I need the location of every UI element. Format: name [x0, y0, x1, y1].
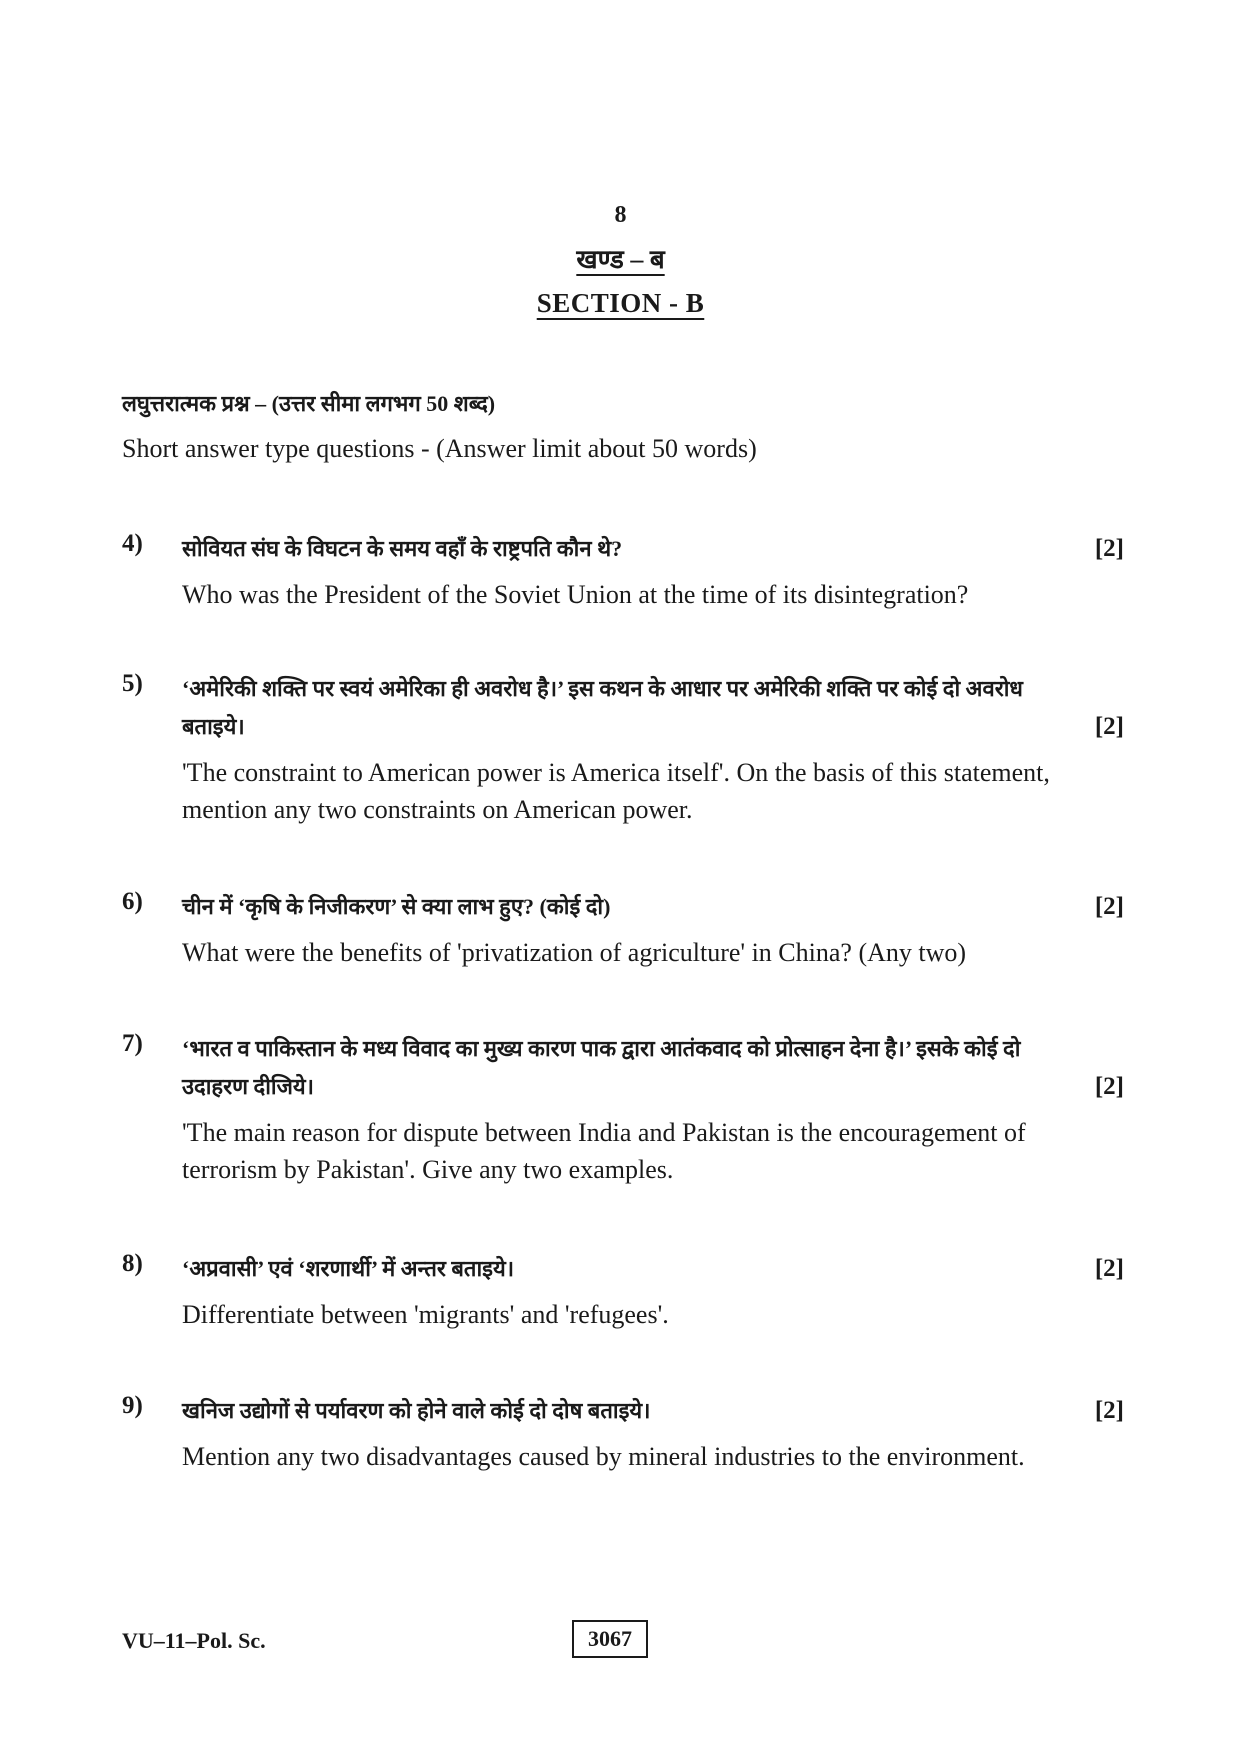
question-text-hindi: ‘अप्रवासी’ एवं ‘शरणार्थी’ में अन्तर बताइये। [2]: [182, 1250, 1124, 1288]
paper-code: VU–11–Pol. Sc.: [122, 1628, 266, 1653]
question-9: [122, 1392, 1124, 1475]
question-text-hindi: सोवियत संघ के विघटन के समय वहाँ के राष्ट्रपति कौन थे? [2]: [182, 530, 1124, 568]
question-text-hindi: चीन में ‘कृषि के निजीकरण’ से क्या लाभ हुए? (कोई दो) [2]: [182, 888, 1124, 926]
question-text-english: 'The main reason for dispute between India and Pakistan is the encouragement of terrorism by Pakistan'. Give any two examples.: [182, 1118, 1026, 1184]
marks-label: [2]: [1094, 1073, 1124, 1100]
question-text-hindi: ‘भारत व पाकिस्तान के मध्य विवाद का मुख्य कारण पाक द्वारा आतंकवाद को प्रोत्साहन देना है।’ इसके कोई दो उदाहरण दीजिये। [2]: [182, 1030, 1124, 1106]
question-number: 5): [122, 670, 143, 697]
question-number: 4): [122, 530, 143, 557]
serial-number-box: 3067: [572, 1620, 648, 1658]
question-text-english: Mention any two disadvantages caused by mineral industries to the environment.: [182, 1442, 1025, 1471]
instructions-hindi: लघुत्तरात्मक प्रश्न – (उत्तर सीमा लगभग 50 शब्द): [122, 391, 496, 416]
marks-label: [2]: [1094, 893, 1124, 920]
question-4: [122, 530, 1124, 613]
marks-label: [2]: [1094, 1397, 1124, 1424]
question-text-english: 'The constraint to American power is America itself'. On the basis of this statement, mention any two constraints on American power.: [182, 758, 1050, 824]
instructions-english: Short answer type questions - (Answer limit about 50 words): [122, 434, 757, 463]
question-number: 6): [122, 888, 143, 915]
question-8: [122, 1250, 1124, 1333]
question-number: 9): [122, 1392, 143, 1419]
section-title-english: SECTION - B: [536, 288, 705, 318]
page-number: 8: [614, 202, 627, 228]
question-number: 8): [122, 1250, 143, 1277]
question-5: [122, 670, 1124, 828]
marks-label: [2]: [1094, 713, 1124, 740]
question-text-hindi: खनिज उद्योगों से पर्यावरण को होने वाले कोई दो दोष बताइये। [2]: [182, 1392, 1124, 1430]
question-text-english: What were the benefits of 'privatization of agriculture' in China? (Any two): [182, 938, 967, 967]
section-title-hindi: खण्ड – ब: [576, 245, 665, 274]
marks-label: [2]: [1094, 535, 1124, 562]
question-6: [122, 888, 1124, 971]
question-number: 7): [122, 1030, 143, 1057]
question-7: [122, 1030, 1124, 1188]
marks-label: [2]: [1094, 1255, 1124, 1282]
question-text-english: Differentiate between 'migrants' and 'refugees'.: [182, 1300, 669, 1329]
question-text-english: Who was the President of the Soviet Union at the time of its disintegration?: [182, 580, 969, 609]
question-text-hindi: ‘अमेरिकी शक्ति पर स्वयं अमेरिका ही अवरोध है।’ इस कथन के आधार पर अमेरिकी शक्ति पर कोई दो अवरोध बताइये। [2]: [182, 670, 1124, 746]
